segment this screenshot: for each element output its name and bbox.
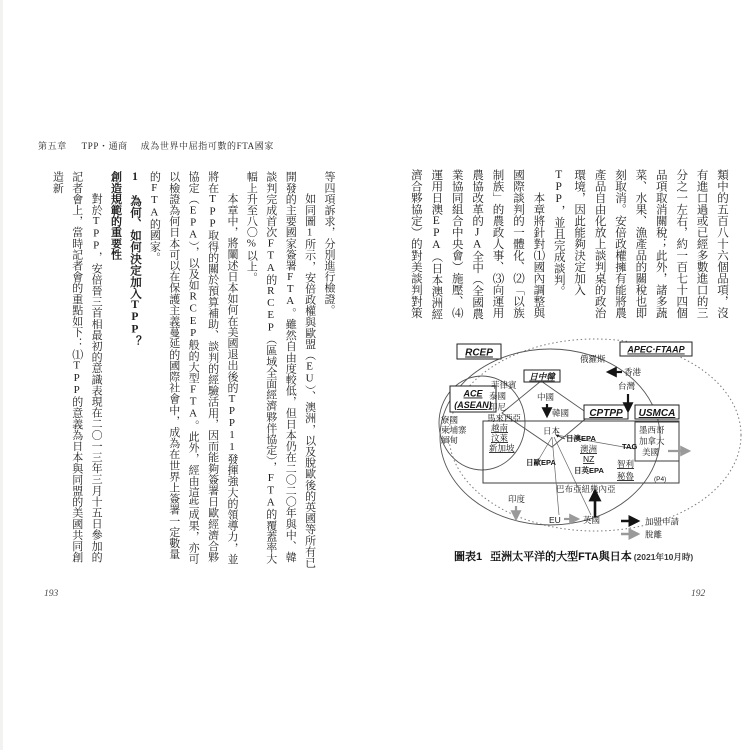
rcep-box <box>457 344 501 359</box>
chapter-number: 第五章 <box>38 141 67 151</box>
korea-label: 韓國 <box>552 408 570 418</box>
running-header <box>38 139 274 152</box>
taiwan-label: 台灣 <box>618 381 636 391</box>
chile-label: 智利 <box>617 459 635 469</box>
papua-new-guinea-label: 巴布亞紐幾內亞 <box>556 484 616 494</box>
japan-china-korea-label: 日中韓 <box>529 371 555 382</box>
usmca-box <box>635 405 679 419</box>
apec-ftaap-label: APEC·FTAAP <box>627 344 685 355</box>
page-number-right: 192 <box>691 589 706 599</box>
body-paragraph: 如同圖1所示，安倍政權與歐盟（EU）、澳洲，以及脫歐後的英國等所有已開發的主要國家簽署FTA。雖然自由度較低，但日本仍在二〇二〇年與中、韓談判完成首次FTA的RCEP（區域全面經濟夥伴協定），FTA的覆蓋率大幅上升至八〇%以上。 <box>245 171 316 568</box>
figure-caption-note: (2021年10月時) <box>633 552 694 562</box>
laos-label: 寮國 <box>441 415 459 425</box>
brunei-label: 汶萊 <box>491 433 509 443</box>
japan-eu-epa-line <box>539 437 552 459</box>
apec-ftaap-box <box>620 342 692 356</box>
hongkong-label: 香港 <box>624 367 642 377</box>
mexico-label: 墨西哥 <box>639 425 665 435</box>
usmca-label: USMCA <box>638 408 676 419</box>
cambodia-label: 柬埔寨 <box>441 425 467 435</box>
chapter-topic: TPP・通商 <box>81 141 128 151</box>
aec-label: ACE <box>463 388 483 399</box>
section-heading: 1 為何、如何決定加入TPP？ <box>128 171 141 347</box>
legend-leave-label: 脫離 <box>645 529 663 540</box>
australia-label: 澳洲 <box>580 444 598 454</box>
china-label: 中國 <box>537 392 555 402</box>
asean-label: (ASEAN) <box>454 400 492 410</box>
eu-label: EU <box>549 515 561 525</box>
malaysia-label: 馬來西亞 <box>487 413 522 423</box>
japan-eu-epa-label: 日歐EPA <box>526 458 556 467</box>
philippines-label: 菲律賓 <box>491 380 517 390</box>
cptpp-box <box>584 405 628 419</box>
japan-australia-epa-label: 日澳EPA <box>566 434 596 443</box>
uk-label: 英國 <box>583 515 601 525</box>
vietnam-label: 越南 <box>491 423 509 433</box>
myanmar-label: 緬甸 <box>441 435 459 445</box>
body-paragraph: 類中的五百八十六個品項，沒有進口過或已經多數進口的三分之一左右，約一百七十四個品項取消關稅；此外，諸多蔬菜、水果、漁產品的關稅也即刻取消。安倍政權擁有能將農產品自由化放上談判桌的政治環境，因此能夠決定加入TPP，並且完成談判。 <box>552 169 728 319</box>
body-paragraph: 本章將針對⑴國內調整與國際談判的一體化、⑵「以族制族」的農政人事、⑶向運用農協改革的JA全中（全國農業協同組合中央會）施壓、⑷運用日澳EPA（日本澳洲經濟合夥協定）的對美談判對策 <box>409 169 545 320</box>
new-zealand-label: NZ <box>583 454 595 464</box>
rcep-label: RCEP <box>465 347 493 359</box>
india-label: 印度 <box>508 494 526 504</box>
japan-label: 日本 <box>543 426 561 436</box>
body-paragraph: 對於TPP，安倍晉三首相最初的意識表現在二〇一三年三月十五日參加的記者會上，當時記者會的重點如下：⑴TPP的意義為日本與同盟的美國共同創造新 <box>51 171 103 563</box>
subsection-heading: 創造規範的重要性 <box>109 171 122 260</box>
figure-caption <box>454 548 693 564</box>
right-page-body <box>400 169 732 321</box>
chapter-title: 成為世界中屈指可數的FTA國家 <box>140 141 274 151</box>
thailand-label: 泰國 <box>489 391 507 401</box>
fta-diagram-svg <box>438 331 745 546</box>
page-edge-shadow <box>0 0 3 750</box>
body-paragraph: 等四項訴求，分別進行檢證。 <box>323 171 335 316</box>
p4-label: (P4) <box>654 476 667 483</box>
canada-label: 加拿大 <box>639 436 665 446</box>
legend-join-label: 加盟申請 <box>645 516 680 527</box>
cptpp-label: CPTPP <box>589 408 623 419</box>
figure-caption-title: 亞洲太平洋的大型FTA與日本 <box>490 551 632 563</box>
figure-caption-number: 圖表1 <box>454 551 483 563</box>
singapore-label: 新加坡 <box>489 443 515 453</box>
russia-label: 俄羅斯 <box>580 354 606 364</box>
page-number-left: 193 <box>44 589 59 599</box>
left-page-body <box>40 171 338 569</box>
japan-china-korea-box <box>524 370 560 382</box>
peru-label: 秘魯 <box>617 471 635 481</box>
body-paragraph: 本章中，將闡述日本如何在美國退出後的TPP11發揮強大的領導力，並將在TPP取得的關於預算補助、談判的經驗活用，因而能夠簽署日歐經濟合夥協定（EPA），以及如RCEP般的大型FTA。此外，經由這些成果，亦可以檢證為何日本可以在保護主義蔓延的國際社會中，成為在世界上簽署一定數量的FTA的國家。 <box>148 171 238 565</box>
tag-label: TAG <box>622 442 638 451</box>
usa-label: 美國 <box>642 447 660 457</box>
japan-uk-epa-label: 日英EPA <box>574 466 604 475</box>
indonesia-label: 印尼 <box>489 402 507 412</box>
japan-eu-line <box>552 437 559 515</box>
fta-diagram <box>438 331 745 546</box>
